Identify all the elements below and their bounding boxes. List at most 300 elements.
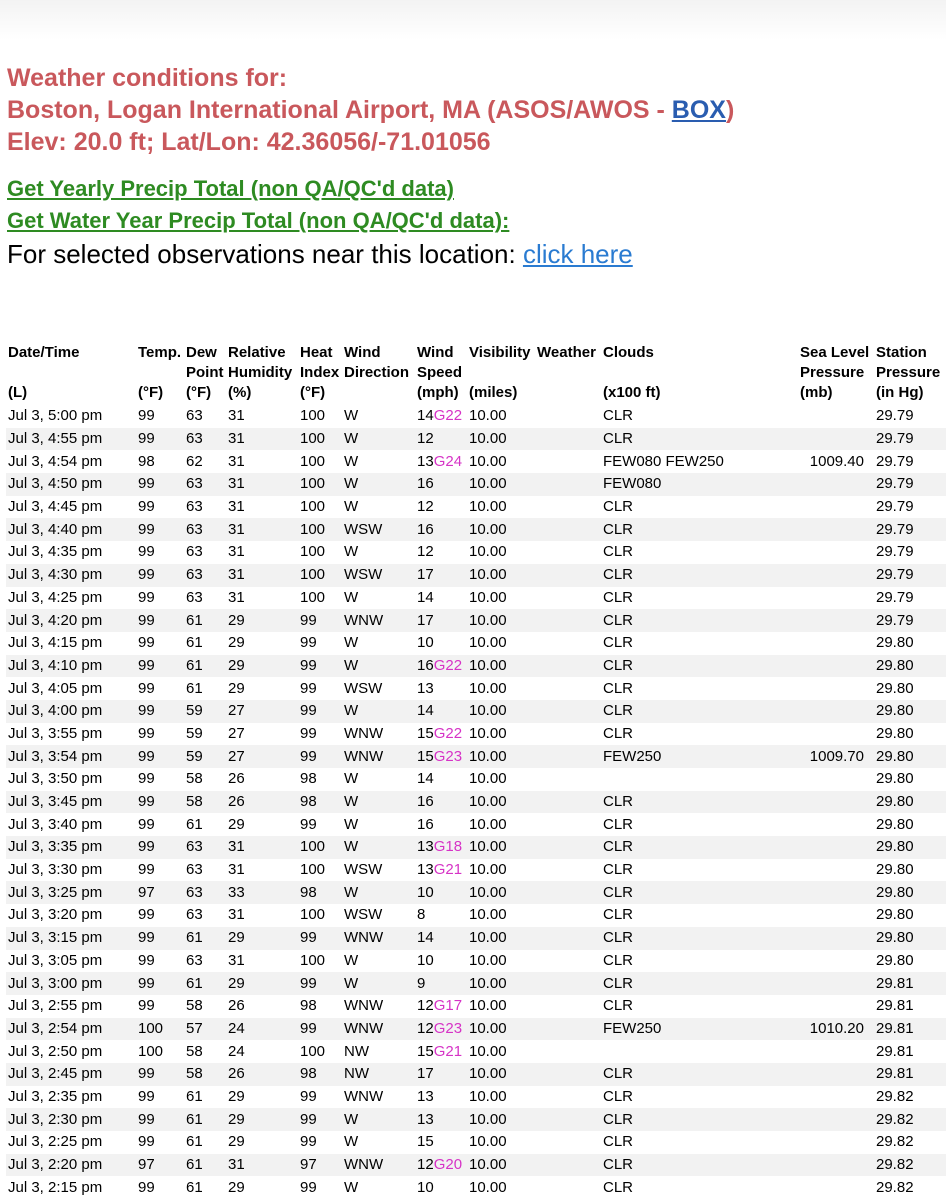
cell-heat-index: 98 xyxy=(300,770,317,788)
cell-date-time: Jul 3, 3:50 pm xyxy=(8,770,103,788)
cell-temp: 99 xyxy=(136,972,184,995)
cell-wind-direction: W xyxy=(342,1108,415,1131)
cell-wind-direction: W xyxy=(344,498,359,516)
cell-wind-direction: WSW xyxy=(344,861,383,879)
cell-wind-direction: W xyxy=(342,473,415,496)
cell-date-time: Jul 3, 4:15 pm xyxy=(8,634,103,652)
cell-wind-direction: W xyxy=(344,634,359,652)
cell-clouds: CLR xyxy=(603,1178,634,1196)
cell-station-pressure: 29.80 xyxy=(874,927,946,950)
cell-temp: 97 xyxy=(136,1154,184,1177)
cell-visibility: 10.00 xyxy=(467,1108,535,1131)
cell-wind-speed: 13G18 xyxy=(415,836,467,859)
cell-station-pressure: 29.79 xyxy=(876,588,914,606)
column-header-relative-humidity: Relative Humidity xyxy=(228,344,293,381)
cell-station-pressure: 29.79 xyxy=(874,428,946,451)
wind-gust: G20 xyxy=(433,1156,463,1174)
cell-dew-point: 63 xyxy=(184,836,226,859)
cell-visibility: 10.00 xyxy=(467,609,535,632)
cell-dew-point: 61 xyxy=(186,815,203,833)
wind-gust: G18 xyxy=(433,838,463,856)
cell-relative-humidity: 27 xyxy=(228,724,245,742)
cell-sea-level-pressure xyxy=(798,1108,874,1131)
cell-station-pressure: 29.80 xyxy=(874,700,946,723)
cell-visibility: 10.00 xyxy=(469,407,507,425)
cell-station-pressure: 29.79 xyxy=(876,543,914,561)
table-row xyxy=(6,972,946,995)
cell-heat-index: 99 xyxy=(298,927,342,950)
cell-visibility: 10.00 xyxy=(469,1133,507,1151)
cell-relative-humidity: 29 xyxy=(228,634,245,652)
table-row xyxy=(6,632,946,655)
cell-temp: 99 xyxy=(136,655,184,678)
cell-temp: 99 xyxy=(138,1178,155,1196)
cell-relative-humidity: 31 xyxy=(228,951,245,969)
cell-sea-level-pressure: 1009.40 xyxy=(809,452,864,470)
cell-date-time: Jul 3, 3:15 pm xyxy=(6,927,136,950)
cell-sea-level-pressure xyxy=(798,791,874,814)
cell-visibility: 10.00 xyxy=(467,927,535,950)
cell-weather xyxy=(535,564,601,587)
cell-wind-speed: 13G21 xyxy=(417,861,463,879)
cell-station-pressure: 29.80 xyxy=(874,881,946,904)
column-unit-wind-speed: (mph) xyxy=(417,384,459,401)
cell-wind-speed: 14 xyxy=(417,770,434,788)
cell-station-pressure: 29.79 xyxy=(876,407,914,425)
table-row xyxy=(6,859,946,882)
cell-sea-level-pressure xyxy=(798,1040,874,1063)
cell-weather xyxy=(535,1018,601,1041)
cell-station-pressure: 29.79 xyxy=(874,518,946,541)
column-header-clouds: Clouds xyxy=(603,344,654,361)
cell-weather xyxy=(535,428,601,451)
top-bar xyxy=(0,0,946,40)
station-name-close: ) xyxy=(725,96,735,124)
cell-weather xyxy=(535,1086,601,1109)
cell-weather xyxy=(535,904,601,927)
cell-station-pressure: 29.81 xyxy=(876,1042,914,1060)
cell-heat-index: 99 xyxy=(300,634,317,652)
table-row xyxy=(6,518,946,541)
cell-temp: 99 xyxy=(136,428,184,451)
cell-sea-level-pressure xyxy=(798,950,874,973)
cell-date-time: Jul 3, 4:45 pm xyxy=(8,498,103,516)
column-header-sea-level-pressure: Sea Level Pressure xyxy=(800,344,870,381)
cell-station-pressure: 29.80 xyxy=(874,791,946,814)
table-row xyxy=(6,995,946,1018)
cell-heat-index: 99 xyxy=(300,1087,317,1105)
cell-temp: 99 xyxy=(136,1063,184,1086)
cell-clouds: CLR xyxy=(601,564,798,587)
table-row xyxy=(6,1040,946,1063)
cell-wind-direction: WNW xyxy=(342,745,415,768)
cell-date-time: Jul 3, 3:00 pm xyxy=(6,972,136,995)
cell-date-time: Jul 3, 2:35 pm xyxy=(8,1087,103,1105)
cell-date-time: Jul 3, 3:25 pm xyxy=(6,881,136,904)
cell-wind-speed: 12G20 xyxy=(415,1154,467,1177)
table-row xyxy=(6,723,946,746)
table-row xyxy=(6,473,946,496)
cell-relative-humidity: 31 xyxy=(226,564,298,587)
cell-dew-point: 61 xyxy=(186,679,203,697)
cell-temp: 100 xyxy=(136,1018,184,1041)
cell-clouds: CLR xyxy=(603,815,634,833)
cell-dew-point: 63 xyxy=(186,951,203,969)
cell-wind-speed: 13 xyxy=(417,679,434,697)
cell-temp: 99 xyxy=(138,543,155,561)
cell-wind-direction: W xyxy=(342,655,415,678)
table-row xyxy=(6,1018,946,1041)
cell-heat-index: 100 xyxy=(298,564,342,587)
cell-wind-speed: 9 xyxy=(415,972,467,995)
cell-dew-point: 63 xyxy=(184,428,226,451)
cell-dew-point: 63 xyxy=(184,473,226,496)
cell-date-time: Jul 3, 4:54 pm xyxy=(8,452,103,470)
cell-temp: 99 xyxy=(136,927,184,950)
cell-heat-index: 100 xyxy=(298,473,342,496)
water-year-precip-link[interactable]: Get Water Year Precip Total (non QA/QC'd data): xyxy=(7,208,510,233)
cell-visibility: 10.00 xyxy=(469,997,507,1015)
cell-date-time: Jul 3, 3:30 pm xyxy=(8,861,103,879)
column-header-wind-direction: Wind Direction xyxy=(344,344,410,381)
cell-weather xyxy=(535,745,601,768)
cell-relative-humidity: 26 xyxy=(228,997,245,1015)
cell-temp: 99 xyxy=(138,588,155,606)
cell-weather xyxy=(535,768,601,791)
cell-heat-index: 99 xyxy=(300,1133,317,1151)
cell-sea-level-pressure xyxy=(798,677,874,700)
cell-clouds: CLR xyxy=(601,518,798,541)
cell-wind-speed: 15G22 xyxy=(417,724,463,742)
wind-gust: G17 xyxy=(433,997,463,1015)
table-row xyxy=(6,1154,946,1177)
cell-station-pressure: 29.80 xyxy=(876,906,914,924)
cell-wind-direction: WNW xyxy=(344,724,384,742)
cell-heat-index: 100 xyxy=(300,1042,326,1060)
cell-sea-level-pressure xyxy=(798,995,874,1018)
cell-wind-direction: WSW xyxy=(342,564,415,587)
cell-wind-speed: 14 xyxy=(415,700,467,723)
cell-wind-speed: 13 xyxy=(415,1108,467,1131)
cell-wind-speed: 16G22 xyxy=(415,655,467,678)
cell-dew-point: 61 xyxy=(184,927,226,950)
cell-sea-level-pressure xyxy=(798,836,874,859)
cell-clouds: CLR xyxy=(603,1133,634,1151)
table-row xyxy=(6,813,946,836)
cell-visibility: 10.00 xyxy=(467,700,535,723)
cell-date-time: Jul 3, 4:10 pm xyxy=(6,655,136,678)
cell-weather xyxy=(535,677,601,700)
cell-wind-speed: 17 xyxy=(415,609,467,632)
cell-wind-direction: W xyxy=(342,836,415,859)
cell-wind-speed: 17 xyxy=(415,564,467,587)
cell-visibility: 10.00 xyxy=(467,473,535,496)
cell-date-time: Jul 3, 3:55 pm xyxy=(8,724,103,742)
cell-heat-index: 97 xyxy=(298,1154,342,1177)
cell-temp: 99 xyxy=(138,815,155,833)
table-row xyxy=(6,881,946,904)
selected-observations-text: For selected observations near this location: xyxy=(7,239,523,269)
column-unit-sea-level-pressure: (mb) xyxy=(800,384,833,401)
cell-wind-speed: 17 xyxy=(415,1063,467,1086)
cell-dew-point: 62 xyxy=(186,452,203,470)
cell-relative-humidity: 29 xyxy=(228,1133,245,1151)
cell-date-time: Jul 3, 3:45 pm xyxy=(6,791,136,814)
table-row xyxy=(6,700,946,723)
cell-heat-index: 99 xyxy=(300,679,317,697)
cell-temp: 99 xyxy=(136,700,184,723)
cell-dew-point: 58 xyxy=(184,1063,226,1086)
cell-weather xyxy=(535,1063,601,1086)
cell-wind-speed: 14 xyxy=(415,927,467,950)
cell-temp: 99 xyxy=(138,634,155,652)
cell-weather xyxy=(535,1176,601,1199)
cell-dew-point: 63 xyxy=(186,543,203,561)
page-title: Weather conditions for: xyxy=(7,64,288,92)
cell-sea-level-pressure xyxy=(798,1176,874,1199)
cell-date-time: Jul 3, 4:00 pm xyxy=(6,700,136,723)
cell-wind-direction: WNW xyxy=(342,1018,415,1041)
cell-date-time: Jul 3, 4:50 pm xyxy=(6,473,136,496)
cell-date-time: Jul 3, 4:20 pm xyxy=(6,609,136,632)
cell-visibility: 10.00 xyxy=(467,1018,535,1041)
table-row xyxy=(6,768,946,791)
cell-visibility: 10.00 xyxy=(469,770,507,788)
cell-dew-point: 59 xyxy=(184,700,226,723)
table-row xyxy=(6,677,946,700)
cell-heat-index: 100 xyxy=(300,498,326,516)
cell-visibility: 10.00 xyxy=(469,543,507,561)
cell-wind-speed: 15 xyxy=(417,1133,434,1151)
header-row-labels xyxy=(6,343,946,383)
cell-wind-speed: 13 xyxy=(417,1087,434,1105)
click-here-link[interactable]: click here xyxy=(522,239,633,269)
cell-temp: 99 xyxy=(138,679,155,697)
cell-visibility: 10.00 xyxy=(467,836,535,859)
cell-sea-level-pressure xyxy=(798,723,874,746)
cell-clouds xyxy=(601,1040,798,1063)
cell-date-time: Jul 3, 4:55 pm xyxy=(6,428,136,451)
cell-clouds: CLR xyxy=(603,407,634,425)
cell-heat-index: 98 xyxy=(298,881,342,904)
cell-sea-level-pressure xyxy=(798,496,874,519)
cell-station-pressure: 29.79 xyxy=(874,564,946,587)
cell-wind-direction: W xyxy=(344,452,359,470)
column-unit-clouds: (x100 ft) xyxy=(603,384,661,401)
table-row xyxy=(6,1108,946,1131)
table-row xyxy=(6,1176,946,1199)
cell-dew-point: 58 xyxy=(186,1042,203,1060)
cell-weather xyxy=(535,995,601,1018)
cell-visibility: 10.00 xyxy=(467,1063,535,1086)
cell-relative-humidity: 24 xyxy=(226,1018,298,1041)
cell-weather xyxy=(535,927,601,950)
cell-visibility: 10.00 xyxy=(469,498,507,516)
cell-sea-level-pressure xyxy=(798,1131,874,1154)
cell-wind-direction: W xyxy=(344,407,359,425)
table-row xyxy=(6,564,946,587)
cell-weather xyxy=(535,836,601,859)
cell-station-pressure: 29.80 xyxy=(876,815,914,833)
cell-temp: 99 xyxy=(136,745,184,768)
cell-date-time: Jul 3, 3:05 pm xyxy=(8,951,103,969)
cell-temp: 99 xyxy=(138,997,155,1015)
column-unit-visibility: (miles) xyxy=(469,384,518,401)
cell-sea-level-pressure xyxy=(798,813,874,836)
cell-relative-humidity: 24 xyxy=(228,1042,245,1060)
cell-station-pressure: 29.81 xyxy=(876,997,914,1015)
cell-temp: 99 xyxy=(138,1087,155,1105)
cell-relative-humidity: 31 xyxy=(226,473,298,496)
cell-temp: 100 xyxy=(138,1042,164,1060)
cell-temp: 99 xyxy=(136,564,184,587)
cell-clouds: FEW080 FEW250 xyxy=(603,452,724,470)
cell-clouds: CLR xyxy=(601,1063,798,1086)
cell-visibility: 10.00 xyxy=(469,1042,507,1060)
cell-visibility: 10.00 xyxy=(467,745,535,768)
cell-weather xyxy=(535,859,601,882)
wind-gust: G23 xyxy=(433,747,463,765)
cell-visibility: 10.00 xyxy=(467,972,535,995)
cell-visibility: 10.00 xyxy=(469,1087,507,1105)
cell-wind-direction: WNW xyxy=(344,1087,384,1105)
cell-wind-direction: WSW xyxy=(342,518,415,541)
cell-wind-direction: WNW xyxy=(344,997,384,1015)
cell-weather xyxy=(535,450,601,473)
cell-relative-humidity: 31 xyxy=(228,407,245,425)
cell-sea-level-pressure xyxy=(798,405,874,428)
cell-relative-humidity: 31 xyxy=(226,836,298,859)
cell-weather xyxy=(535,1108,601,1131)
cell-temp: 99 xyxy=(136,609,184,632)
cell-clouds: CLR xyxy=(601,428,798,451)
cell-wind-direction: W xyxy=(344,815,359,833)
header-row-units xyxy=(6,383,946,405)
cell-temp: 99 xyxy=(136,791,184,814)
cell-wind-direction: W xyxy=(344,1178,359,1196)
cell-clouds: CLR xyxy=(603,588,634,606)
cell-visibility: 10.00 xyxy=(469,906,507,924)
cell-relative-humidity: 26 xyxy=(228,770,245,788)
cell-wind-speed: 12 xyxy=(417,543,434,561)
cell-date-time: Jul 3, 4:30 pm xyxy=(6,564,136,587)
cell-dew-point: 59 xyxy=(184,745,226,768)
cell-clouds: CLR xyxy=(603,679,634,697)
cell-date-time: Jul 3, 4:40 pm xyxy=(6,518,136,541)
cell-weather xyxy=(535,1154,601,1177)
cell-wind-speed: 10 xyxy=(417,1178,434,1196)
cell-relative-humidity: 26 xyxy=(226,1063,298,1086)
cell-dew-point: 59 xyxy=(186,724,203,742)
cell-clouds: FEW080 xyxy=(601,473,798,496)
cell-temp: 99 xyxy=(138,770,155,788)
cell-dew-point: 61 xyxy=(186,1133,203,1151)
cell-temp: 99 xyxy=(136,473,184,496)
cell-relative-humidity: 29 xyxy=(226,927,298,950)
cell-sea-level-pressure: 1010.20 xyxy=(798,1018,874,1041)
cell-wind-direction: WSW xyxy=(344,906,383,924)
cell-heat-index: 100 xyxy=(300,951,326,969)
cell-weather xyxy=(535,405,601,428)
cell-date-time: Jul 3, 5:00 pm xyxy=(8,407,103,425)
table-row xyxy=(6,541,946,564)
page-header xyxy=(0,62,946,271)
cell-relative-humidity: 29 xyxy=(228,679,245,697)
cell-weather xyxy=(535,655,601,678)
table-row xyxy=(6,587,946,610)
wind-gust: G24 xyxy=(433,452,463,470)
cell-sea-level-pressure xyxy=(798,1086,874,1109)
cell-temp: 97 xyxy=(136,881,184,904)
observations-body xyxy=(6,405,946,1199)
cell-station-pressure: 29.82 xyxy=(874,1108,946,1131)
cell-dew-point: 61 xyxy=(184,972,226,995)
box-office-link[interactable]: BOX xyxy=(671,96,726,124)
table-row xyxy=(6,745,946,768)
cell-temp: 98 xyxy=(138,452,155,470)
cell-weather xyxy=(535,609,601,632)
cell-visibility: 10.00 xyxy=(469,452,507,470)
cell-heat-index: 99 xyxy=(298,972,342,995)
cell-sea-level-pressure xyxy=(798,972,874,995)
cell-weather xyxy=(535,518,601,541)
column-unit-heat-index: (°F) xyxy=(300,384,326,401)
table-row xyxy=(6,1086,946,1109)
wind-gust: G21 xyxy=(433,861,463,879)
cell-dew-point: 63 xyxy=(184,881,226,904)
cell-heat-index: 99 xyxy=(300,724,317,742)
cell-wind-speed: 10 xyxy=(415,881,467,904)
cell-station-pressure: 29.80 xyxy=(874,655,946,678)
cell-clouds: CLR xyxy=(601,1108,798,1131)
cell-heat-index: 100 xyxy=(298,518,342,541)
cell-sea-level-pressure xyxy=(798,655,874,678)
table-row xyxy=(6,405,946,428)
column-unit-wind-direction xyxy=(342,383,415,405)
cell-dew-point: 63 xyxy=(184,518,226,541)
cell-relative-humidity: 31 xyxy=(228,498,245,516)
cell-temp: 99 xyxy=(138,724,155,742)
table-row xyxy=(6,904,946,927)
cell-dew-point: 63 xyxy=(186,861,203,879)
cell-sea-level-pressure xyxy=(798,632,874,655)
cell-visibility: 10.00 xyxy=(467,1154,535,1177)
cell-weather xyxy=(535,587,601,610)
cell-weather xyxy=(535,881,601,904)
cell-relative-humidity: 31 xyxy=(228,906,245,924)
cell-relative-humidity: 27 xyxy=(226,700,298,723)
cell-dew-point: 58 xyxy=(186,997,203,1015)
cell-temp: 99 xyxy=(138,906,155,924)
cell-clouds: CLR xyxy=(601,1154,798,1177)
cell-wind-direction: W xyxy=(344,770,359,788)
cell-station-pressure: 29.80 xyxy=(876,634,914,652)
cell-clouds: CLR xyxy=(603,1087,634,1105)
cell-station-pressure: 29.80 xyxy=(876,679,914,697)
cell-heat-index: 100 xyxy=(298,428,342,451)
cell-weather xyxy=(535,473,601,496)
cell-date-time: Jul 3, 2:30 pm xyxy=(6,1108,136,1131)
yearly-precip-link[interactable]: Get Yearly Precip Total (non QA/QC'd data) xyxy=(7,176,454,201)
cell-clouds: CLR xyxy=(603,724,634,742)
cell-relative-humidity: 31 xyxy=(226,428,298,451)
cell-date-time: Jul 3, 3:40 pm xyxy=(8,815,103,833)
cell-temp: 99 xyxy=(136,836,184,859)
cell-dew-point: 63 xyxy=(186,407,203,425)
cell-sea-level-pressure xyxy=(798,768,874,791)
column-header-temp: Temp. xyxy=(138,344,182,361)
cell-sea-level-pressure xyxy=(798,927,874,950)
